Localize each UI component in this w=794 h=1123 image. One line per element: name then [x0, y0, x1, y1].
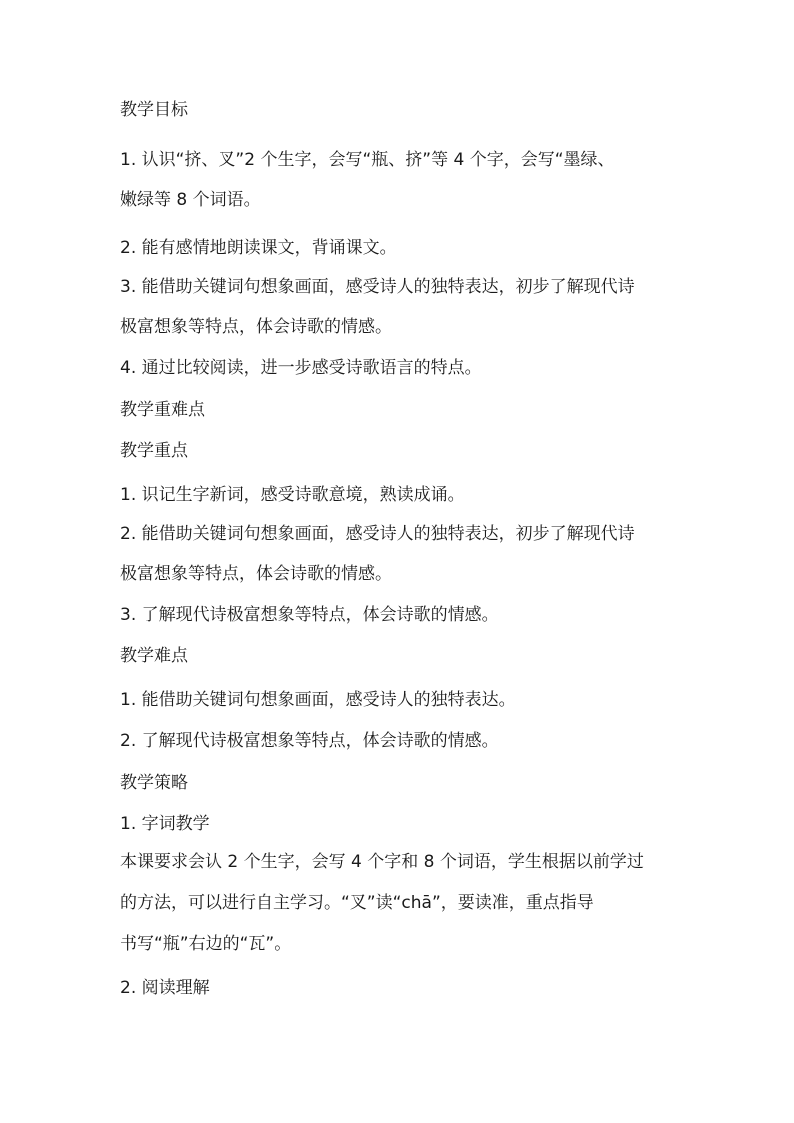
- key-point-2-line-1: 2. 能借助关键词句想象画面，感受诗人的独特表达，初步了解现代诗: [120, 524, 635, 544]
- goal-2: 2. 能有感情地朗读课文，背诵课文。: [120, 238, 397, 258]
- heading-key-difficult-points: 教学重难点: [120, 400, 205, 420]
- strategy-2-heading: 2. 阅读理解: [120, 978, 210, 998]
- strategy-1-heading: 1. 字词教学: [120, 814, 210, 834]
- goal-3-line-2: 极富想象等特点，体会诗歌的情感。: [120, 317, 392, 337]
- goal-1-line-1: 1. 认识“挤、叉”2 个生字，会写“瓶、挤”等 4 个字，会写“墨绿、: [120, 150, 615, 170]
- goal-1-line-2: 嫩绿等 8 个词语。: [120, 190, 261, 210]
- key-point-1: 1. 识记生字新词，感受诗歌意境，熟读成诵。: [120, 485, 465, 505]
- strategy-1-line-1: 本课要求会认 2 个生字，会写 4 个字和 8 个词语，学生根据以前学过: [120, 852, 644, 872]
- strategy-1-line-3: 书写“瓶”右边的“瓦”。: [120, 934, 292, 954]
- strategy-1-line-2: 的方法，可以进行自主学习。“叉”读“chā”，要读准，重点指导: [120, 893, 594, 913]
- heading-difficult-points: 教学难点: [120, 646, 188, 666]
- goal-4: 4. 通过比较阅读，进一步感受诗歌语言的特点。: [120, 358, 482, 378]
- goal-3-line-1: 3. 能借助关键词句想象画面，感受诗人的独特表达，初步了解现代诗: [120, 277, 635, 297]
- heading-key-points: 教学重点: [120, 441, 188, 461]
- heading-teaching-goals: 教学目标: [120, 100, 188, 120]
- difficult-point-1: 1. 能借助关键词句想象画面，感受诗人的独特表达。: [120, 690, 516, 710]
- key-point-2-line-2: 极富想象等特点，体会诗歌的情感。: [120, 564, 392, 584]
- key-point-3: 3. 了解现代诗极富想象等特点，体会诗歌的情感。: [120, 605, 499, 625]
- difficult-point-2: 2. 了解现代诗极富想象等特点，体会诗歌的情感。: [120, 731, 499, 751]
- heading-teaching-strategy: 教学策略: [120, 773, 188, 793]
